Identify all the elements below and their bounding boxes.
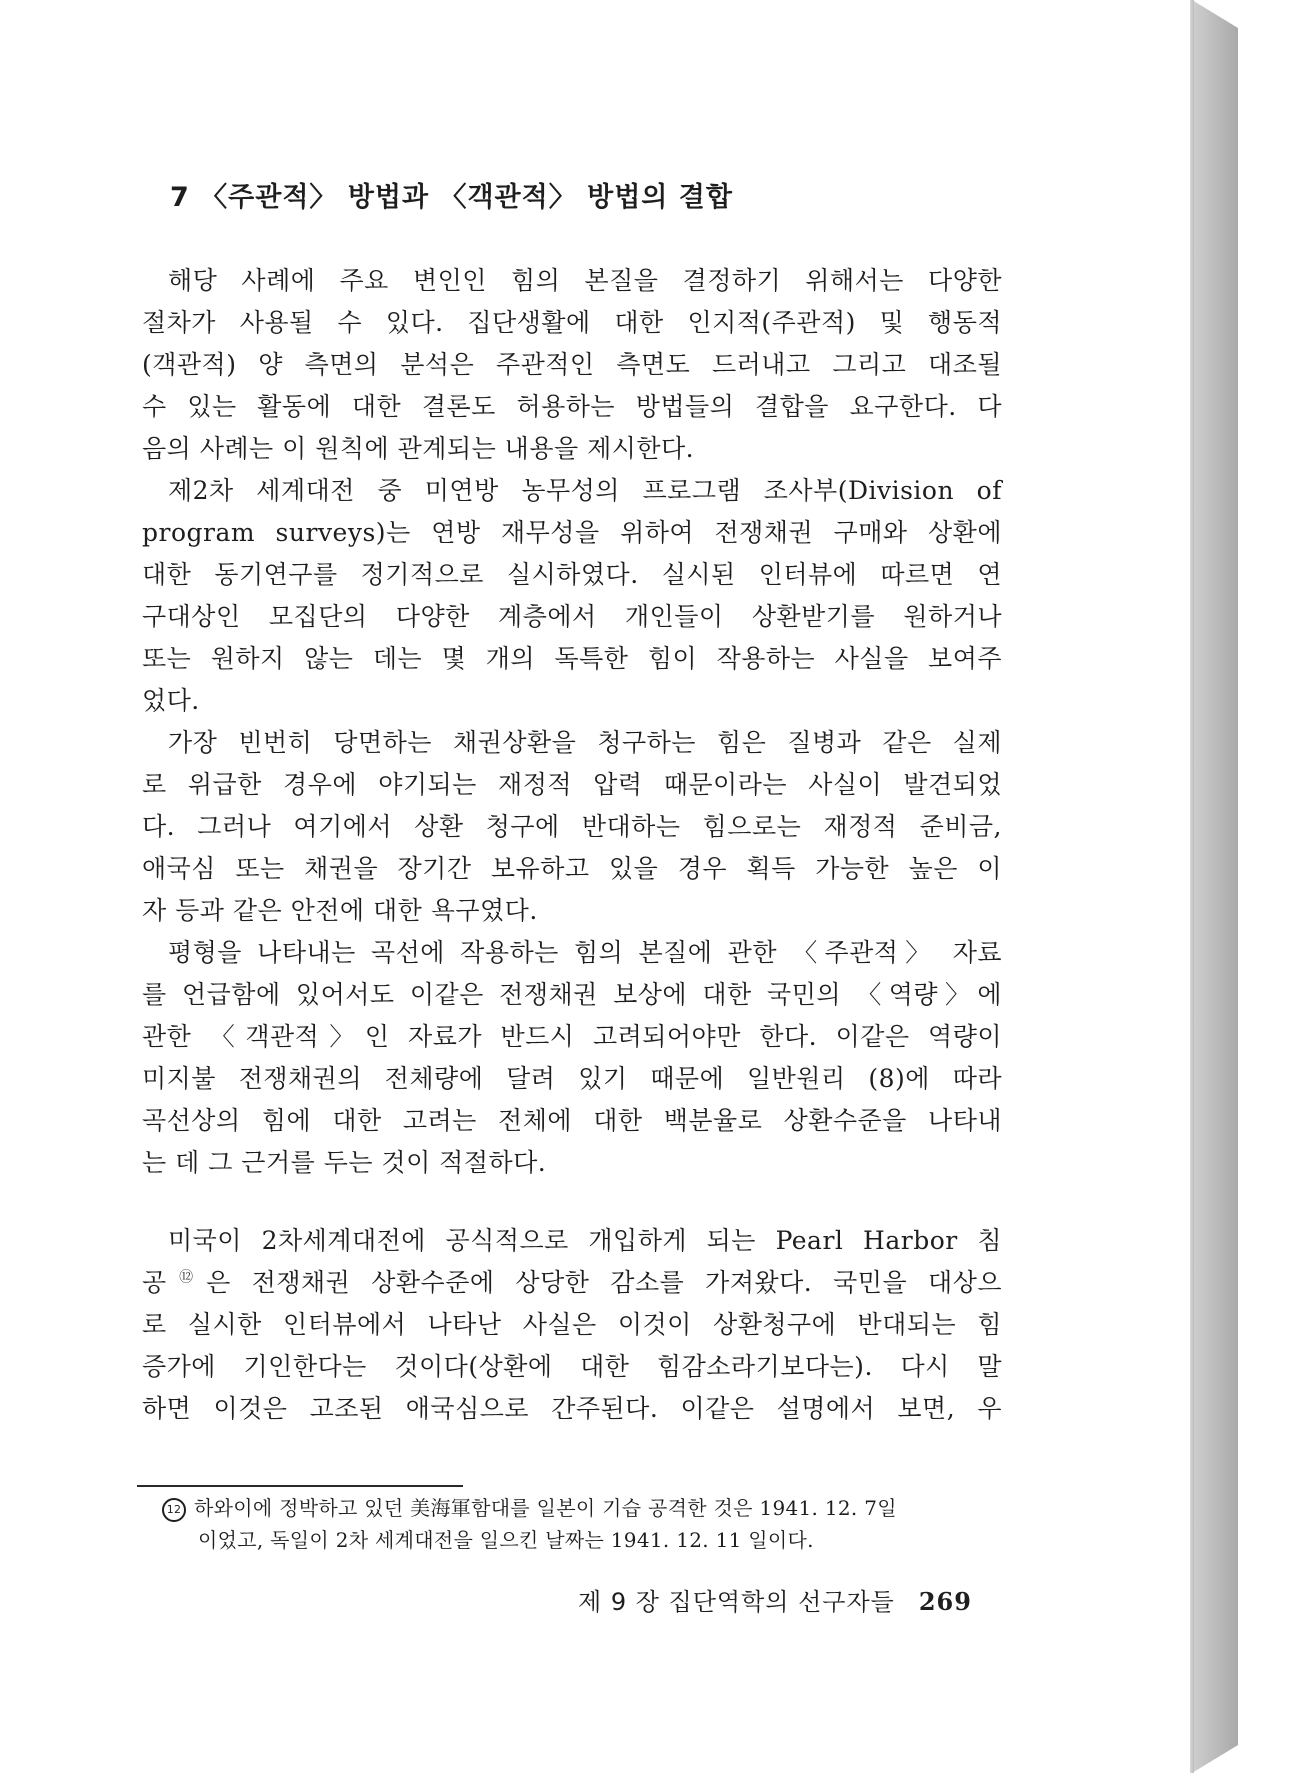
- text-line: 증가에 기인한다는 것이다(상환에 대한 힘감소라기보다는). 다시 말: [142, 1352, 1002, 1381]
- text-line: 미국이 2차세계대전에 공식적으로 개입하게 되는 Pearl Harbor 침: [168, 1226, 1002, 1255]
- body-text-section-2: [142, 1220, 1002, 1430]
- text-fragment: 은 전쟁채권 상환수준에 상당한 감소를 가져왔다. 국민을 대상으: [206, 1268, 1002, 1297]
- footnote-text: 하와이에 정박하고 있던 美海軍함대를 일본이 기습 공격한 것은 1941. 12. 7일: [194, 1496, 897, 1520]
- text-line: program surveys)는 연방 재무성을 위하여 전쟁채권 구매와 상환에: [142, 518, 1002, 547]
- footnote-number-badge: 12: [162, 1498, 186, 1522]
- page-edge: [1192, 0, 1238, 1773]
- text-line: 음의 사례는 이 원칙에 관계되는 내용을 제시한다.: [142, 434, 695, 463]
- text-line: (객관적) 양 측면의 분석은 주관적인 측면도 드러내고 그리고 대조될: [142, 350, 1002, 379]
- text-line: 구대상인 모집단의 다양한 계층에서 개인들이 상환받기를 원하거나: [142, 602, 1002, 631]
- footnote-line: 이었고, 독일이 2차 세계대전을 일으킨 날짜는 1941. 12. 11 일이다.: [198, 1528, 814, 1552]
- text-line: 곡선상의 힘에 대한 고려는 전체에 대한 백분율로 상환수준을 나타내: [142, 1106, 1002, 1135]
- text-line: 는 데 그 근거를 두는 것이 적절하다.: [142, 1148, 547, 1177]
- text-line: 미지불 전쟁채권의 전체량에 달려 있기 때문에 일반원리 (8)에 따라: [142, 1064, 1002, 1093]
- text-line: 또는 원하지 않는 데는 몇 개의 독특한 힘이 작용하는 사실을 보여주: [142, 644, 1002, 673]
- text-line: 었다.: [142, 686, 200, 715]
- footnote-divider: [137, 1485, 463, 1487]
- text-line: 하면 이것은 고조된 애국심으로 간주된다. 이같은 설명에서 보면, 우: [142, 1394, 1002, 1423]
- text-line: 대한 동기연구를 정기적으로 실시하였다. 실시된 인터뷰에 따르면 연: [142, 560, 1002, 589]
- page-number: 269: [918, 1587, 972, 1616]
- text-line: 애국심 또는 채권을 장기간 보유하고 있을 경우 획득 가능한 높은 이: [142, 854, 1002, 883]
- text-line: 수 있는 활동에 대한 결론도 허용하는 방법들의 결합을 요구한다. 다: [142, 392, 1002, 421]
- text-line: 해당 사례에 주요 변인인 힘의 본질을 결정하기 위해서는 다양한: [168, 266, 1002, 295]
- text-line: 절차가 사용될 수 있다. 집단생활에 대한 인지적(주관적) 및 행동적: [142, 308, 1002, 337]
- running-footer-chapter: 제 9 장 집단역학의 선구자들: [578, 1588, 895, 1616]
- footnote-reference-mark[interactable]: ⑫: [166, 1269, 207, 1286]
- text-line: 다. 그러나 여기에서 상환 청구에 반대하는 힘으로는 재정적 준비금,: [142, 812, 1002, 841]
- text-line: 관한 〈객관적〉인 자료가 반드시 고려되어야만 한다. 이같은 역량이: [142, 1022, 1002, 1051]
- text-line: 로 실시한 인터뷰에서 나타난 사실은 이것이 상환청구에 반대되는 힘: [142, 1310, 1002, 1339]
- text-line: 를 언급함에 있어서도 이같은 전쟁채권 보상에 대한 국민의 〈역량〉에: [142, 980, 1002, 1009]
- text-line: 가장 빈번히 당면하는 채권상환을 청구하는 힘은 질병과 같은 실제: [168, 728, 1002, 757]
- page-footer: [578, 1582, 972, 1617]
- text-line: 제2차 세계대전 중 미연방 농무성의 프로그램 조사부(Division of: [168, 476, 1002, 505]
- section-title: 7 〈주관적〉 방법과 〈객관적〉 방법의 결합: [170, 182, 733, 213]
- text-line: 자 등과 같은 안전에 대한 욕구였다.: [142, 896, 538, 925]
- text-line-with-footnote: [142, 1262, 1002, 1304]
- text-fragment: 공: [142, 1268, 167, 1297]
- footnote-line: [162, 1492, 1012, 1524]
- text-line: 로 위급한 경우에 야기되는 재정적 압력 때문이라는 사실이 발견되었: [142, 770, 1002, 799]
- footnote: [162, 1492, 1012, 1556]
- text-line: 평형을 나타내는 곡선에 작용하는 힘의 본질에 관한 〈주관적〉 자료: [168, 938, 1002, 967]
- body-text-section-1: [142, 260, 1002, 1184]
